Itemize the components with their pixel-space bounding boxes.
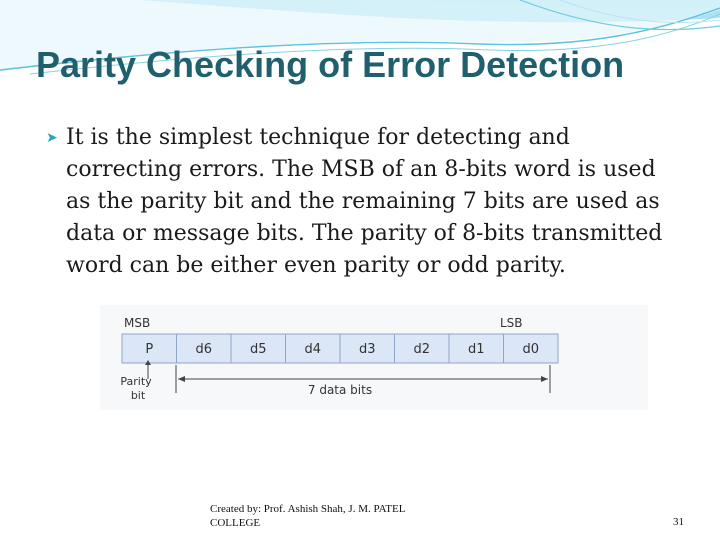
parity-label-line1: Parity xyxy=(120,375,152,388)
bit-cell-label-d6: d6 xyxy=(195,342,213,357)
paragraph-text: It is the simplest technique for detecting and correcting errors. The MSB of an 8-bits word is used as the parity bit and the remaining 7 bits are used as data or message bits. The parity of 8-bits transmitted word can be either even parity or odd parity. xyxy=(66,125,663,278)
bit-cell-label-d0: d0 xyxy=(522,342,540,357)
bit-cell-label-d5: d5 xyxy=(249,342,267,357)
bit-cell-label-d2: d2 xyxy=(413,342,431,357)
parity-diagram-svg xyxy=(100,305,648,410)
bit-cells xyxy=(122,334,558,363)
lsb-label: LSB xyxy=(500,316,523,330)
parity-label-line2: bit xyxy=(130,389,146,402)
parity-bits-diagram xyxy=(100,305,648,410)
bit-cell-label-d3: d3 xyxy=(358,342,376,357)
span-arrow-right-icon xyxy=(541,376,548,382)
bit-cell-label-d4: d4 xyxy=(304,342,322,357)
body-text xyxy=(46,122,676,282)
bullet-arrow-icon: ➤ xyxy=(46,130,58,146)
slide-title: Parity Checking of Error Detection xyxy=(36,44,625,85)
page-number: 31 xyxy=(673,516,684,528)
msb-label: MSB xyxy=(124,316,151,330)
bit-cell-label-P: P xyxy=(145,342,154,357)
data-bits-label: 7 data bits xyxy=(307,383,373,397)
span-arrow-left-icon xyxy=(178,376,185,382)
bullet-item xyxy=(46,122,676,282)
footer-credit: Created by: Prof. Ashish Shah, J. M. PATEL COLLEGE xyxy=(210,503,406,529)
bit-cell-label-d1: d1 xyxy=(467,342,485,357)
